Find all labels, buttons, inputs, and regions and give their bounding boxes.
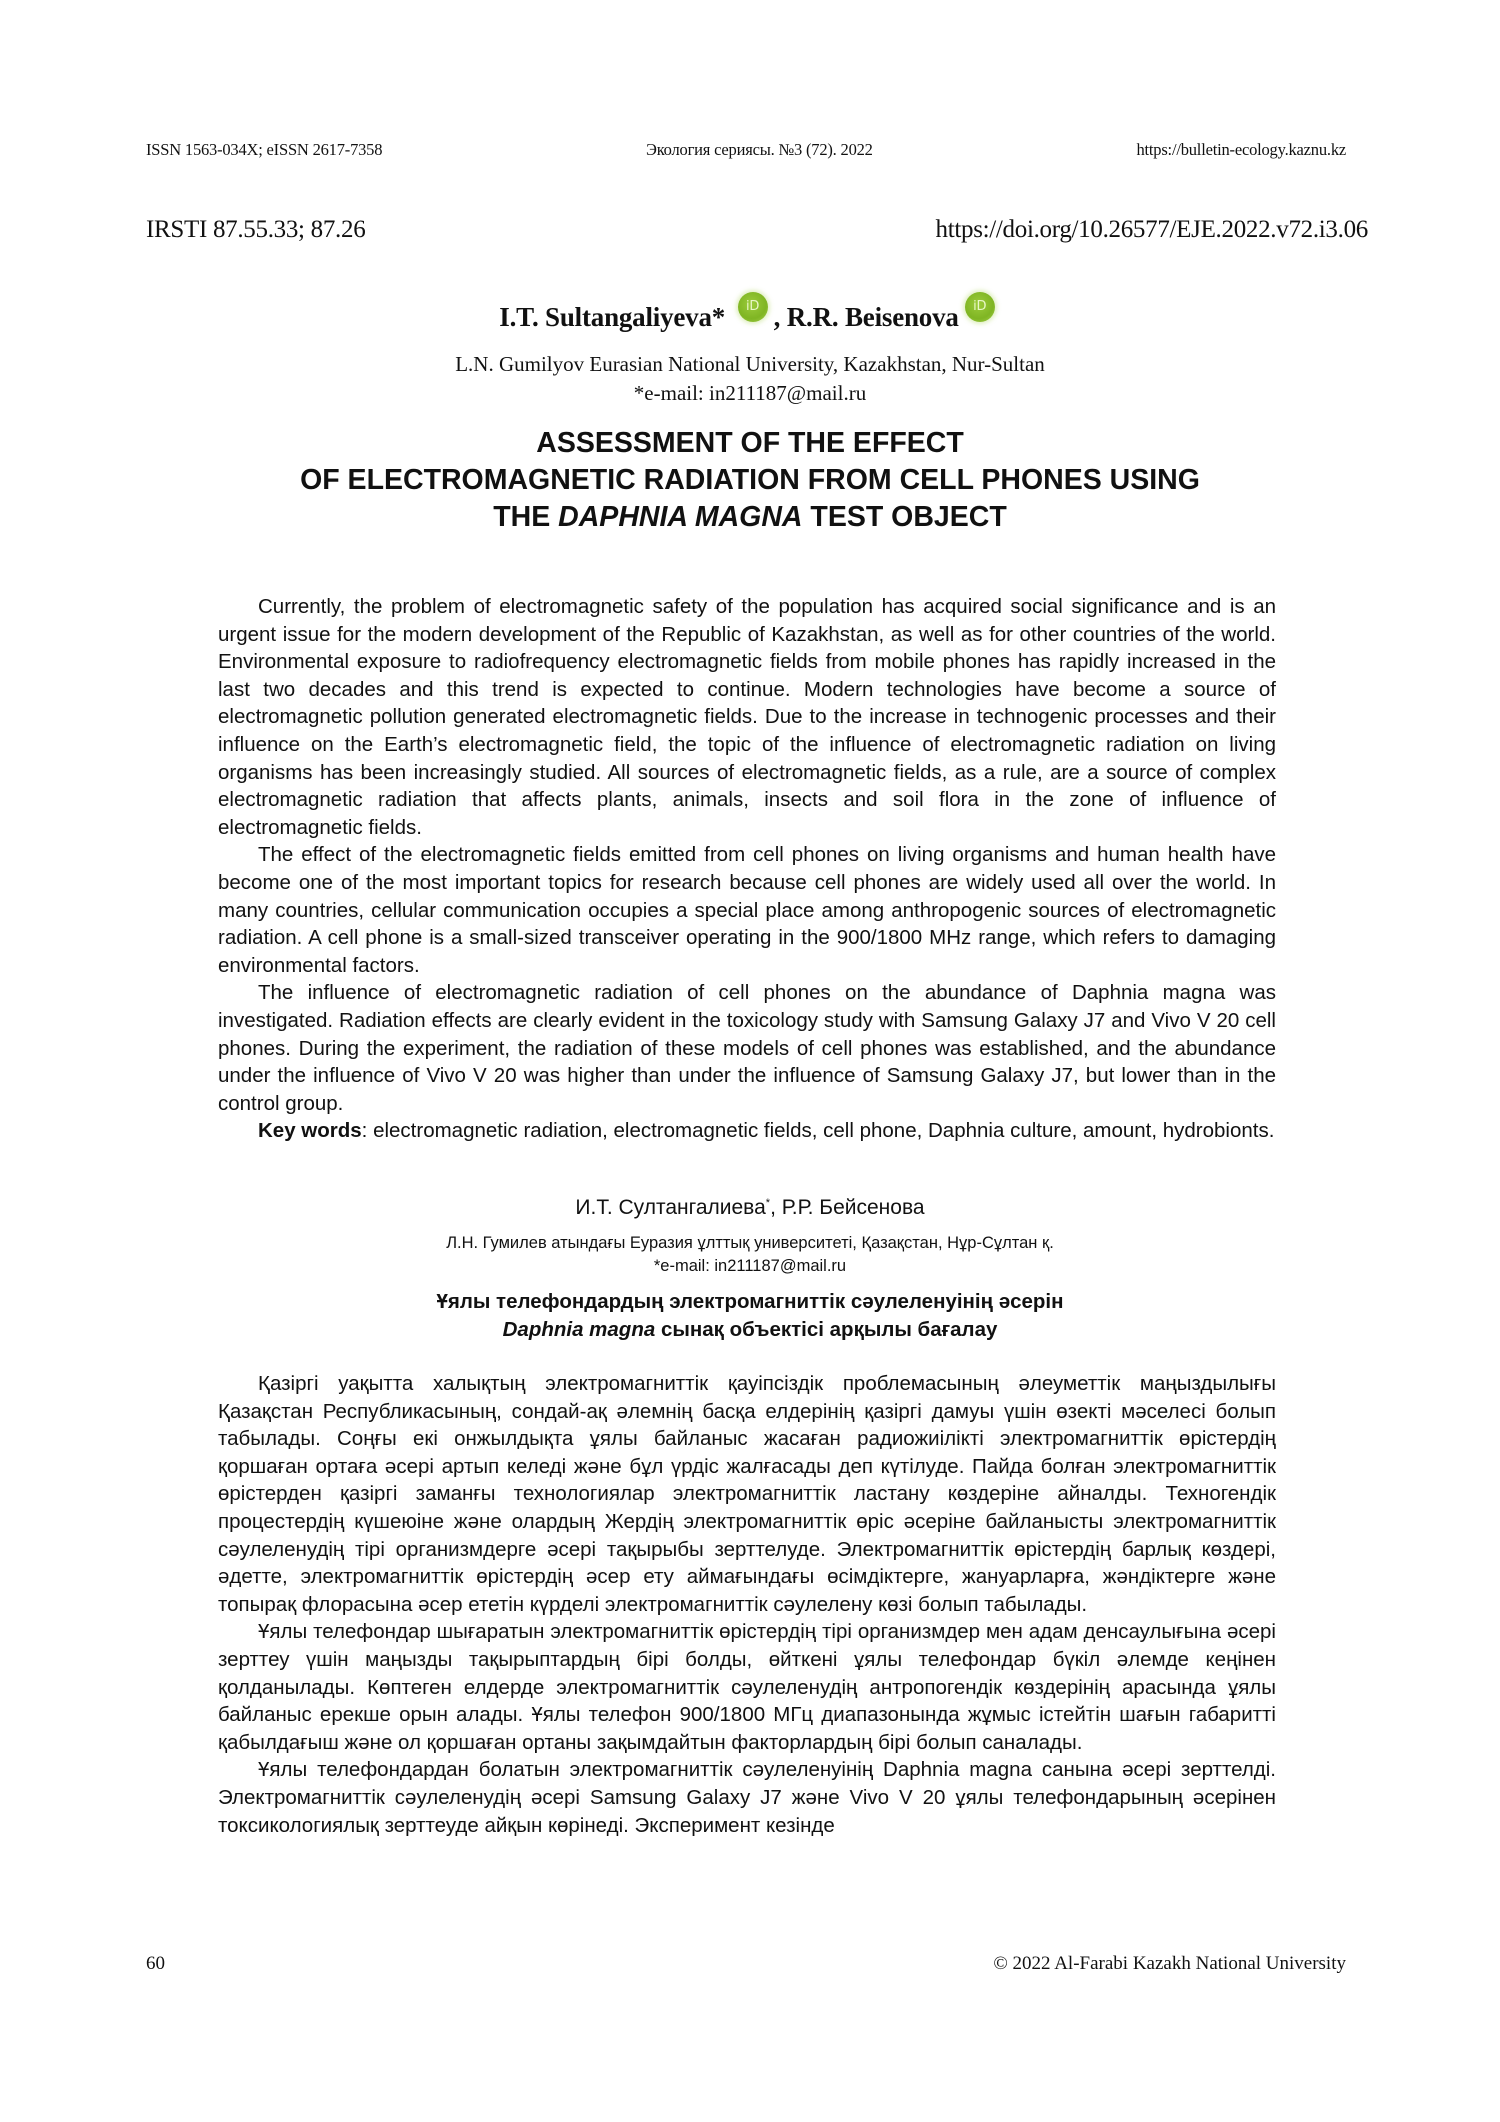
keywords-list: : electromagnetic radiation, electromagnetic fields, cell phone, Daphnia culture, amount, hydrobionts. xyxy=(361,1119,1275,1143)
abstract-paragraph: Ұялы телефондар шығаратын электромагниттік өрістердің тірі организмдер мен адам денсаулығына әсері зерттеу үшін маңызды тақырыптардың бірі болды, өйткені ұялы телефондар бүкіл әлемде кеңінен қолданылады. Көптеген елдерде электромагниттік сәулеленудің антропогендік көздерінің арасында ұялы байланыс ерекше орын алады. Ұялы телефон 900/1800 МГц диапазонында жұмыс істейтін шағын габаритті қабылдағыш және ол қоршаған ортаны зақымдайтын факторлардың бірі болып саналады. xyxy=(218,1620,1276,1754)
orcid-icon[interactable]: iD xyxy=(965,292,995,322)
keywords-paragraph xyxy=(218,1117,1276,1145)
author-name: I.T. Sultangaliyeva* xyxy=(499,302,726,332)
issn-text: ISSN 1563-034X; eISSN 2617-7358 xyxy=(146,140,383,159)
keywords-label: Key words xyxy=(258,1119,362,1143)
abstract-english xyxy=(218,593,1276,1145)
author-name: , R.R. Beisenova xyxy=(773,302,959,332)
article-title-kazakh xyxy=(0,1288,1500,1344)
title-line: Ұялы телефондардың электромагниттік сәулеленуінің әсерін xyxy=(436,1290,1064,1313)
species-name: Daphnia magna xyxy=(502,1318,656,1341)
article-title-english xyxy=(0,425,1500,536)
abstract-kazakh xyxy=(218,1370,1276,1839)
authors-english xyxy=(0,292,1500,333)
doi-link[interactable]: https://doi.org/10.26577/EJE.2022.v72.i3.06 xyxy=(935,216,1368,243)
title-line: ASSESSMENT OF THE EFFECT xyxy=(536,427,964,459)
page-footer xyxy=(146,1953,1346,1975)
affiliation-text: Л.Н. Гумилев атындағы Еуразия ұлттық университеті, Қазақстан, Нұр-Сұлтан қ. xyxy=(446,1234,1054,1252)
affiliation-kazakh xyxy=(0,1232,1500,1278)
running-header xyxy=(146,140,1346,160)
title-line: Daphnia magna сынақ объектісі арқылы бағалау xyxy=(502,1318,998,1341)
orcid-icon[interactable]: iD xyxy=(738,292,768,322)
classification-row xyxy=(146,216,1368,244)
authors-kazakh: И.Т. Султангалиева*, Р.Р. Бейсенова xyxy=(575,1196,925,1219)
abstract-paragraph: The influence of electromagnetic radiation of cell phones on the abundance of Daphnia magna was investigated. Radiation effects are clearly evident in the toxicology study with Samsung Galaxy J7 and Vivo V 20 cell phones. During the experiment, the radiation of these models of cell phones was established, and the abundance under the influence of Vivo V 20 was higher than under the influence of Samsung Galaxy J7, but lower than in the control group. xyxy=(218,981,1276,1115)
affiliation-english xyxy=(0,350,1500,408)
journal-issue-text: Экология сериясы. №3 (72). 2022 xyxy=(646,140,873,159)
page-number: 60 xyxy=(146,1953,165,1974)
title-line: THE DAPHNIA MAGNA TEST OBJECT xyxy=(493,501,1007,533)
email-text: *e-mail: in211187@mail.ru xyxy=(653,1257,847,1275)
abstract-paragraph: Ұялы телефондардан болатын электромагниттік сәулеленуінің Daphnia magna санына әсері зерттелді. Электромагниттік сәулеленудің әсері Samsung Galaxy J7 және Vivo V 20 ұялы телефондарының әсерінен токсикологиялық зерттеуде айқын көрінеді. Эксперимент кезінде xyxy=(218,1758,1276,1837)
abstract-paragraph: Қазіргі уақытта халықтың электромагниттік қауіпсіздік проблемасының әлеуметтік маңыздылығы Қазақстан Республикасының, сондай-ақ әлемнің басқа елдерінің қазіргі дамуы үшін өзекті мәселесі болып табылады. Соңғы екі онжылдықта ұялы байланыс жасаған радиожиілікті электромагниттік өрістердің қоршаған ортаға әсері артып келеді және бұл үрдіс жалғасады деп күтілуде. Пайда болған электромагниттік өрістерден қазіргі заманғы технологиялар электромагниттік ластану көздеріне айналды. Техногендік процестердің күшеюіне және олардың Жердің электромагниттік өріс әсеріне байланысты электромагниттік сәулеленудің тірі организмдерге әсері тақырыбы зерттелуде. Электромагниттік өрістердің барлық көздері, әдетте, электромагниттік өрістердің әсер ету аймағындағы өсімдіктерге, жануарларға, жәндіктерге және топырақ флорасына әсер ететін күрделі электромагниттік сәулелену көзі болып табылады. xyxy=(218,1372,1276,1616)
species-name: DAPHNIA MAGNA xyxy=(558,501,803,533)
title-line: OF ELECTROMAGNETIC RADIATION FROM CELL PHONES USING xyxy=(300,464,1200,496)
copyright-text: © 2022 Al-Farabi Kazakh National University xyxy=(993,1953,1346,1974)
abstract-paragraph: The effect of the electromagnetic fields emitted from cell phones on living organisms and human health have become one of the most important topics for research because cell phones are widely used all over the world. In many countries, cellular communication occupies a special place among anthropogenic sources of electromagnetic radiation. A cell phone is a small-sized transceiver operating in the 900/1800 MHz range, which refers to damaging environmental factors. xyxy=(218,843,1276,977)
abstract-paragraph: Currently, the problem of electromagnetic safety of the population has acquired social significance and is an urgent issue for the modern development of the Republic of Kazakhstan, as well as for other countries of the world. Environmental exposure to radiofrequency electromagnetic fields from mobile phones has rapidly increased in the last two decades and this trend is expected to continue. Modern technologies have become a source of electromagnetic pollution generated electromagnetic fields. Due to the increase in technogenic processes and their influence on the Earth’s electromagnetic field, the topic of the influence of electromagnetic radiation on living organisms has been increasingly studied. All sources of electromagnetic fields, as a rule, are a source of complex electromagnetic radiation that affects plants, animals, insects and soil flora in the zone of influence of electromagnetic fields. xyxy=(218,595,1276,839)
irsti-code: IRSTI 87.55.33; 87.26 xyxy=(146,216,366,243)
email-text: *e-mail: in211187@mail.ru xyxy=(633,381,867,405)
journal-website-link[interactable]: https://bulletin-ecology.kaznu.kz xyxy=(1136,140,1346,159)
affiliation-text: L.N. Gumilyov Eurasian National University, Kazakhstan, Nur-Sultan xyxy=(455,352,1045,376)
